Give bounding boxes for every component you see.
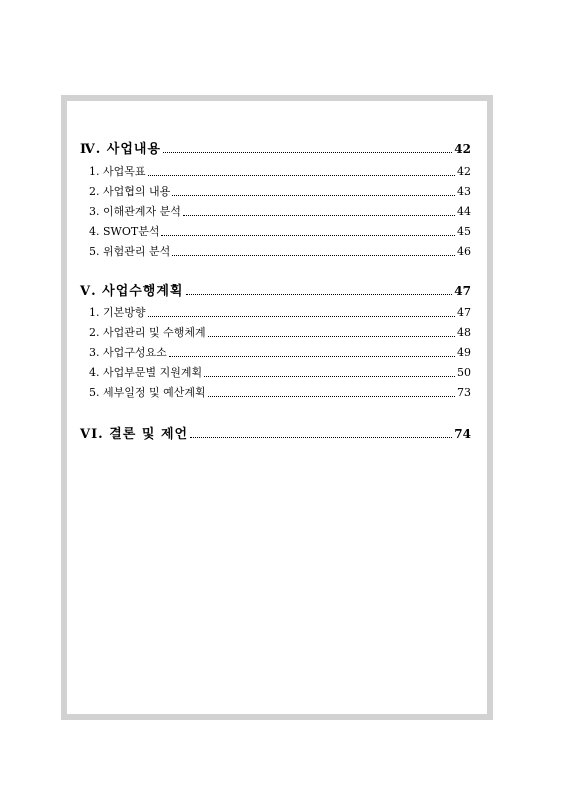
item-page: 47: [457, 306, 471, 319]
toc-item[interactable]: [80, 203, 471, 219]
toc-item[interactable]: [80, 344, 471, 360]
toc-item[interactable]: [80, 163, 471, 179]
item-title: 3. 이해관계자 분석: [89, 205, 181, 218]
item-page: 42: [457, 165, 471, 178]
chapter-title: Ⅴ. 사업수행계획: [80, 284, 184, 299]
dot-leader: [169, 344, 455, 360]
item-title: 5. 위험관리 분석: [89, 245, 171, 258]
toc-chapter-5[interactable]: [80, 280, 471, 299]
toc-item[interactable]: [80, 183, 471, 199]
dot-leader: [172, 243, 455, 259]
item-title: 4. 사업부문별 지원계획: [89, 366, 203, 379]
dot-leader: [148, 163, 456, 179]
chapter-page: 42: [454, 142, 471, 156]
chapter-title: VI. 결론 및 제언: [80, 427, 189, 442]
item-title: 3. 사업구성요소: [89, 346, 167, 359]
dot-leader: [148, 304, 456, 320]
item-title: 2. 사업관리 및 수행체계: [89, 326, 206, 339]
toc-chapter-4[interactable]: [80, 138, 471, 157]
dot-leader: [172, 183, 455, 199]
chapter-page: 47: [454, 284, 471, 298]
item-title: 4. SWOT분석: [89, 225, 160, 238]
dot-leader: [163, 138, 452, 157]
dot-leader: [204, 364, 455, 380]
dot-leader: [190, 423, 452, 442]
toc-item[interactable]: [80, 304, 471, 320]
item-page: 73: [457, 386, 471, 399]
toc-item[interactable]: [80, 243, 471, 259]
dot-leader: [208, 324, 455, 340]
dot-leader: [186, 280, 453, 299]
dot-leader: [161, 223, 455, 239]
item-title: 1. 기본방향: [89, 306, 146, 319]
dot-leader: [208, 384, 455, 400]
item-page: 49: [457, 346, 471, 359]
toc-item[interactable]: [80, 384, 471, 400]
item-title: 5. 세부일정 및 예산계획: [89, 386, 206, 399]
dot-leader: [183, 203, 455, 219]
item-page: 45: [457, 225, 471, 238]
item-title: 2. 사업협의 내용: [89, 185, 171, 198]
toc-chapter-6[interactable]: [80, 423, 471, 442]
toc-item[interactable]: [80, 223, 471, 239]
chapter-title: Ⅳ. 사업내용: [80, 142, 162, 157]
item-page: 48: [457, 326, 471, 339]
item-title: 1. 사업목표: [89, 165, 146, 178]
toc-item[interactable]: [80, 324, 471, 340]
item-page: 50: [457, 366, 471, 379]
item-page: 43: [457, 185, 471, 198]
item-page: 46: [457, 245, 471, 258]
toc-item[interactable]: [80, 364, 471, 380]
chapter-page: 74: [454, 427, 471, 441]
item-page: 44: [457, 205, 471, 218]
